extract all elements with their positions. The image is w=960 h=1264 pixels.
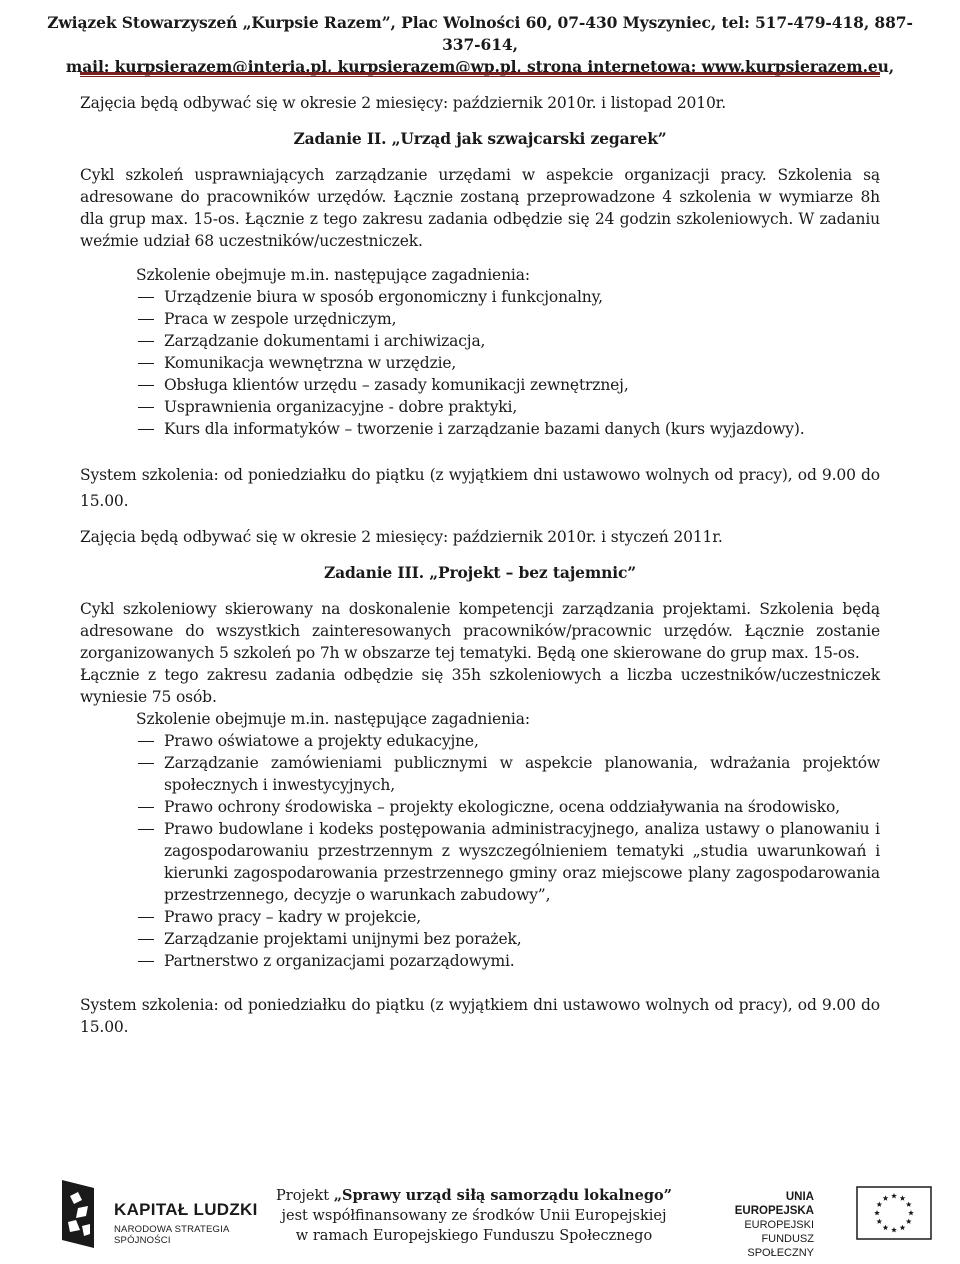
header-divider <box>80 72 880 75</box>
letterhead <box>40 12 920 78</box>
task3-description: Cykl szkoleniowy skierowany na doskonalenie kompetencji zarządzania projektami. Szkolenia będą adresowane do wszystkich zainteresowanych pracowników/pracownic urzędów. Łącznie zostanie zorganizowanych 5 szkoleń po 7h w obszarze tej tematyki. Będą one skierowane do grup max. 15-os. <box>80 600 880 662</box>
list-item: Prawo pracy – kadry w projekcie, <box>164 906 880 928</box>
eu-flag-icon <box>856 1186 932 1240</box>
task3-summary: Łącznie z tego zakresu zadania odbędzie się 35h szkoleniowych a liczba uczestników/uczestniczek wyniesie 75 osób. <box>80 666 880 706</box>
list-item: Usprawnienia organizacyjne - dobre praktyki, <box>164 396 880 418</box>
task2-topic-list <box>80 286 880 440</box>
header-divider-thin <box>80 76 880 77</box>
list-item: Prawo ochrony środowiska – projekty ekologiczne, ocena oddziaływania na środowisko, <box>164 796 880 818</box>
kapital-ludzki-emblem-icon <box>58 1178 98 1250</box>
list-item: Komunikacja wewnętrzna w urzędzie, <box>164 352 880 374</box>
list-item: Zarządzanie dokumentami i archiwizacja, <box>164 330 880 352</box>
eu-logo-text: UNIA EUROPEJSKA EUROPEJSKI FUNDUSZ SPOŁECZNY <box>734 1191 814 1259</box>
list-item: Prawo oświatowe a projekty edukacyjne, <box>164 730 880 752</box>
letterhead-line-2: mail: kurpsierazem@interia.pl, kurpsierazem@wp.pl, strona internetowa: www.kurpsierazem.eu, <box>65 57 895 76</box>
document-body <box>80 92 880 1038</box>
project-line: Projekt „Sprawy urząd siłą samorządu lokalnego” <box>276 1187 672 1204</box>
period-note: Zajęcia będą odbywać się w okresie 2 miesięcy: październik 2010r. i listopad 2010r. <box>80 94 727 112</box>
task2-title: Zadanie II. „Urząd jak szwajcarski zegarek” <box>293 129 667 148</box>
task2-description: Cykl szkoleń usprawniających zarządzanie urzędami w aspekcie organizacji pracy. Szkolenia są adresowane do pracowników urzędów. Łącznie zostaną przeprowadzone 4 szkolenia w wymiarze 8h dla grup max. 15-os. Łącznie z tego zakresu zadania odbędzie się 24 godzin szkoleniowych. W zadaniu weźmie udział 68 uczestników/uczestniczek. <box>80 166 880 250</box>
task2-system: System szkolenia: od poniedziałku do piątku (z wyjątkiem dni ustawowo wolnych od pracy), od 9.00 do 15.00. <box>80 466 880 510</box>
task2-intro: Szkolenie obejmuje m.in. następujące zagadnienia: <box>136 266 530 284</box>
list-item: Praca w zespole urzędniczym, <box>164 308 880 330</box>
task3-intro: Szkolenie obejmuje m.in. następujące zagadnienia: <box>136 710 530 728</box>
list-item: Prawo budowlane i kodeks postępowania administracyjnego, analiza ustawy o planowaniu i zagospodarowaniu przestrzennym z wyszczególnieniem tematyki „studia uwarunkowań i kierunki zagospodarowania przestrzennego gminy oraz miejscowe plany zagospodarowania przestrzennego, decyzje o warunkach zabudowy”, <box>164 820 880 904</box>
task2-period: Zajęcia będą odbywać się w okresie 2 miesięcy: październik 2010r. i styczeń 2011r. <box>80 528 723 546</box>
project-name: „Sprawy urząd siłą samorządu lokalnego” <box>333 1187 672 1204</box>
list-item: Zarządzanie zamówieniami publicznymi w aspekcie planowania, wdrażania projektów społecznych i inwestycyjnych, <box>164 754 880 794</box>
kapital-ludzki-title: KAPITAŁ LUDZKI <box>114 1200 258 1219</box>
fund-line: w ramach Europejskiego Funduszu Społecznego <box>295 1228 653 1244</box>
kapital-ludzki-logo <box>58 1174 278 1254</box>
list-item: Partnerstwo z organizacjami pozarządowymi. <box>164 950 880 972</box>
list-item: Urządzenie biura w sposób ergonomiczny i funkcjonalny, <box>164 286 880 308</box>
list-item: Kurs dla informatyków – tworzenie i zarządzanie bazami danych (kurs wyjazdowy). <box>164 418 880 440</box>
task3-topic-list <box>80 730 880 972</box>
eu-logo <box>716 1186 936 1259</box>
funding-line: jest współfinansowany ze środków Unii Europejskiej <box>281 1208 667 1224</box>
task3-system: System szkolenia: od poniedziałku do piątku (z wyjątkiem dni ustawowo wolnych od pracy), od 9.00 do 15.00. <box>80 996 880 1036</box>
kapital-ludzki-subtitle: NARODOWA STRATEGIA SPÓJNOŚCI <box>114 1224 229 1246</box>
letterhead-line-1: Związek Stowarzyszeń „Kurpsie Razem”, Plac Wolności 60, 07-430 Myszyniec, tel: 517-479-418, 887-337-614, <box>47 13 913 54</box>
footer <box>0 1166 960 1264</box>
list-item: Obsługa klientów urzędu – zasady komunikacji zewnętrznej, <box>164 374 880 396</box>
project-funding-note <box>268 1186 680 1246</box>
list-item: Zarządzanie projektami unijnymi bez porażek, <box>164 928 880 950</box>
task3-title: Zadanie III. „Projekt – bez tajemnic” <box>323 563 637 582</box>
